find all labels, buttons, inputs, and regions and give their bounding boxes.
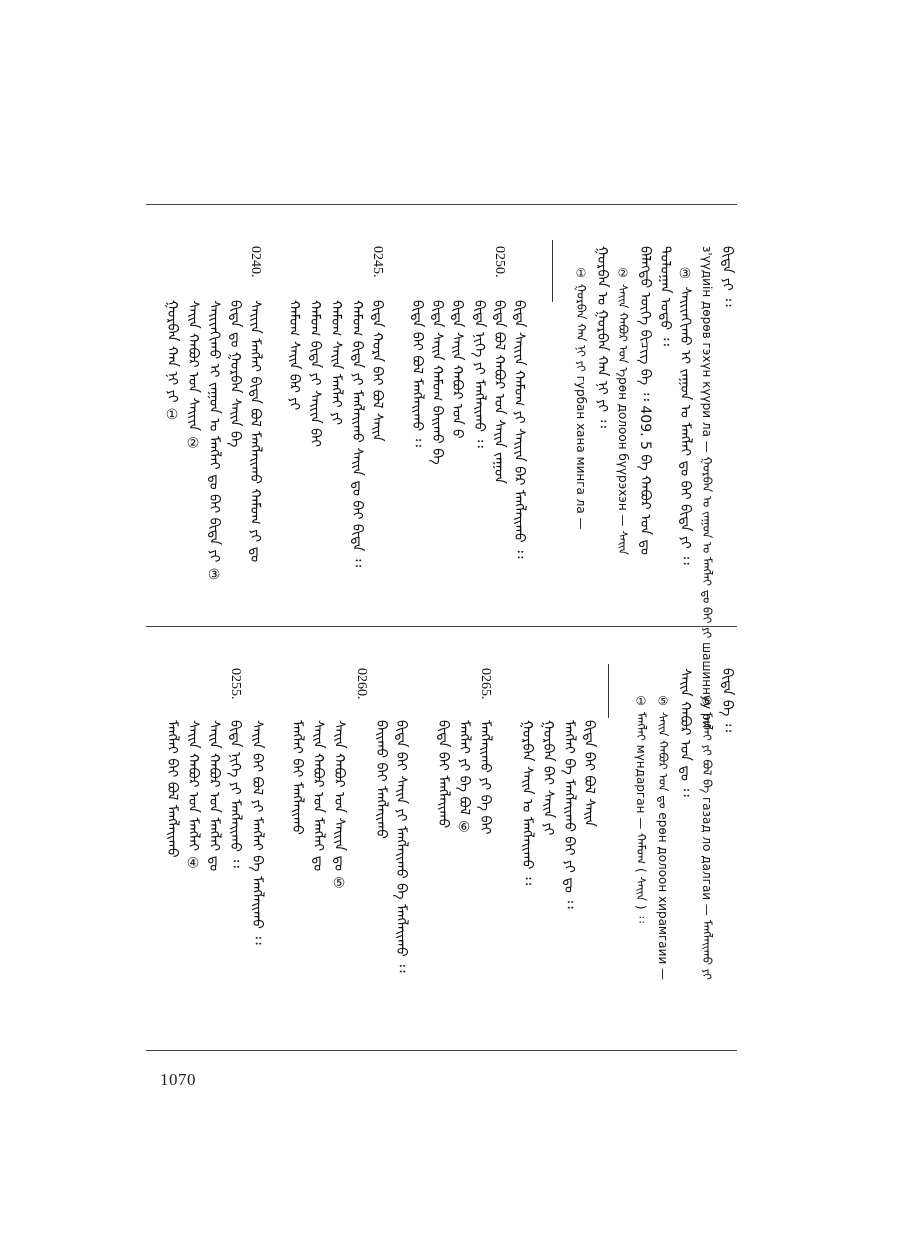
verse-0240-line-5: ᠭᠤᠷᠪᠠᠨ ᠬᠠᠨ ᠨᠢ ᠶᠢ ①: [164, 300, 180, 424]
upper-note-7: ᠭᠤᠷᠪᠠᠨ ᠤ ᠭᠤᠷᠪᠠᠨ ᠬᠠᠨ ᠨᠢ ᠶᠢ ᠄᠄: [594, 246, 610, 428]
verse-0265-line-1: ᠪᠢᠳᠡ ᠪᠠᠢ ᠪᠣᠯ ᠰᠠᠢᠨ: [581, 720, 597, 827]
verse-0240-line-2: ᠪᠢᠳᠡ ᠳᠤ ᠭᠤᠷᠪᠠᠨ ᠰᠠᠢᠨ ᠪᠡ: [227, 300, 243, 448]
verse-0245-number: 0245.: [370, 246, 385, 278]
top-rule: [146, 204, 737, 205]
upper-note-3: ③ ᠰᠠᠢᠢᠨᠬᠢᠬᠤ ᠢ ᠵᠠᠭᠤᠨ ᠤ ᠮᠠᠩᠯᠠᠢ ᠳᠤ ᠪᠠᠢ ᠪᠢᠳᠡ ᠶᠢ ᠄᠄: [677, 266, 693, 565]
verse-0260-line-4: ᠰᠠᠢᠨ ᠬᠠᠪᠤᠷ ᠤᠨ ᠮᠠᠩᠯᠠᠢ ᠳᠤ: [310, 720, 326, 872]
verse-0245-line-2: ᠬᠠᠮᠤᠭ ᠪᠢᠳᠡ ᠶᠢ ᠮᠠᠩᠯᠠᠢᠬᠤ ᠰᠠᠢᠨ ᠳᠤ ᠪᠠᠢ ᠪᠢᠳᠡ ᠄᠄: [349, 300, 365, 568]
upper-note-6: ② ᠰᠠᠢᠨ ᠬᠠᠪᠤᠷ ᠤᠨ ᠡрөн долоон бүүрэхэн — ᠰᠠᠢᠨ: [616, 266, 630, 555]
verse-0265-number: 0265.: [478, 668, 493, 700]
verse-0250-line-3: ᠪᠢᠳᠡ ᠨᠢᠭᠡ ᠶᠢ ᠮᠠᠩᠯᠠᠢᠬᠤ ᠄᠄: [471, 300, 487, 448]
upper-note-4: ᠳᠣᠯᠣᠭᠠᠨ ᠣᠳᠤ ᠄᠄: [657, 246, 673, 346]
verse-0260-number: 0260.: [354, 668, 369, 700]
upper-notes-divider: [552, 240, 553, 302]
verse-0255-line-2: ᠪᠢᠳᠡ ᠨᠢᠭᠡ ᠶᠢ ᠮᠠᠩᠯᠠᠢᠬᠤ ᠄᠄: [227, 720, 243, 868]
verse-0260-line-1: ᠪᠢᠳᠡ ᠪᠠᠢ ᠰᠠᠢᠨ ᠶᠢ ᠮᠠᠩᠯᠠᠢᠬᠤ ᠪᠡ ᠮᠠᠩᠯᠠᠢᠬᠤ ᠄᠄: [393, 720, 409, 973]
verse-0260-line-2: ᠪᠠᠢᠬᠤ ᠪᠠᠢ ᠮᠠᠩᠯᠠᠢᠬᠤ: [373, 720, 389, 839]
lower-note-2: ⑥ ᠮᠠᠩᠯᠠᠢ ᠶᠢ ᠪᠣᠯ ᠪᠡ газад ло далгаи — ᠮᠠᠩᠯᠠᠢᠬᠤ ᠶᠢ: [700, 694, 714, 980]
verse-0260-line-3: ᠰᠠᠢᠨ ᠬᠠᠪᠤᠷ ᠤᠨ ᠰᠠᠢᠢᠨ ᠳᠤ ⑤: [331, 720, 347, 892]
lower-notes-divider: [608, 664, 609, 718]
verse-0255-line-3: ᠰᠠᠢᠨ ᠬᠠᠪᠤᠷ ᠤᠨ ᠮᠠᠩᠯᠠᠢ ᠳᠤ: [206, 720, 222, 872]
verse-0245-line-5: ᠬᠠᠮᠤᠭ ᠰᠠᠢᠨ ᠪᠡᠷ ᠶᠢ: [286, 300, 302, 411]
verse-0245-line-1: ᠪᠢᠳᠡ ᠬᠤᠷᠠ ᠪᠠᠢ ᠪᠣᠯ ᠰᠠᠢᠨ: [369, 300, 385, 442]
upper-note-8: ① ᠭᠤᠷᠪᠠᠨ ᠬᠠᠨ ᠨᠢ ᠶᠢ гурбан хана минга ла —: [574, 266, 588, 530]
verse-0265-line-6: ᠮᠠᠩᠯᠠᠢ ᠶᠢ ᠪᠡ ᠪᠣᠯ ⑥: [456, 720, 472, 836]
verse-0250-line-5: ᠪᠢᠳᠡ ᠰᠠᠢᠨ ᠬᠠᠮᠤᠭ ᠪᠠᠢᠬᠤ ᠪᠡ: [429, 300, 445, 465]
verse-0265-line-3: ᠭᠤᠷᠪᠠᠨ ᠪᠠᠢ ᠰᠠᠢᠨ ᠶᠢ: [540, 720, 556, 836]
middle-rule: [146, 626, 737, 627]
lower-note-4: ⑤ ᠰᠠᠢᠨ ᠬᠠᠪᠤᠷ ᠤᠨ ᠳᠤ ерөн долоон хирамгаии —: [656, 694, 670, 981]
bottom-rule: [146, 1050, 737, 1051]
verse-0250-line-2: ᠪᠢᠳᠡ ᠪᠣᠯ ᠬᠠᠪᠤᠷ ᠤᠨ ᠰᠠᠢᠨ ᠵᠠᠭᠤᠨ: [491, 300, 507, 484]
verse-0250-number: 0250.: [492, 246, 507, 278]
lower-note-3: ᠰᠠᠢᠨ ᠬᠠᠪᠤᠷ ᠤᠨ ᠳᠤ ᠄᠄: [677, 668, 693, 797]
lower-note-1: ᠪᠢᠳᠡ ᠪᠡ ᠄᠄: [719, 668, 735, 732]
upper-note-5: ᠪᠡᠯᠡᠭᠲᠦ ᠦᠭᠡ ᠪᠢᠴᠢᠭ ᠪᠡ ᠄᠄ 409. 5 ᠪᠡ ᠬᠠᠪᠤᠷ ᠤᠨ ᠳᠤ: [637, 246, 653, 556]
page-number: 1070: [160, 1070, 196, 1089]
verse-0265-line-5: ᠮᠠᠩᠯᠠᠢᠬᠤ ᠶᠢ ᠪᠡ ᠪᠠᠢ: [477, 720, 493, 835]
verse-0255-number: 0255.: [228, 668, 243, 700]
verse-0240-line-3: ᠰᠠᠢᠢᠨᠬᠢᠬᠤ ᠢ ᠵᠠᠭᠤᠨ ᠤ ᠮᠠᠩᠯᠠᠢ ᠳᠤ ᠪᠠᠢ ᠪᠢᠳᠡ ᠶᠢ ③: [206, 300, 222, 583]
verse-0255-line-5: ᠮᠠᠩᠯᠠᠢ ᠪᠠᠢ ᠪᠣᠯ ᠮᠠᠩᠯᠠᠢᠬᠤ: [164, 720, 180, 858]
verse-0265-line-2: ᠮᠠᠩᠯᠠᠢ ᠪᠡ ᠮᠠᠩᠯᠠᠢᠬᠤ ᠪᠠᠢ ᠶᠢ ᠳᠤ ᠄᠄: [561, 720, 577, 909]
verse-0240-line-4: ᠰᠠᠢᠨ ᠬᠠᠪᠤᠷ ᠤᠨ ᠰᠠᠢᠢᠨ ②: [185, 300, 201, 452]
verse-0245-line-4: ᠬᠠᠮᠤᠭ ᠪᠢᠳᠡ ᠶᠢ ᠰᠠᠢᠢᠨ ᠪᠠᠢ: [307, 300, 323, 448]
verse-0250-line-6: ᠪᠢᠳᠡ ᠪᠠᠢ ᠪᠣᠯ ᠮᠠᠩᠯᠠᠢᠬᠤ ᠄᠄: [409, 300, 425, 447]
upper-note-1: ᠪᠢᠳᠡ ᠶᠢ ᠄᠄: [719, 246, 735, 307]
verse-0265-line-7: ᠪᠢᠳᠡ ᠪᠠᠢ ᠮᠠᠩᠯᠠᠢᠬᠤ: [435, 720, 451, 829]
verse-0250-line-1: ᠪᠢᠳᠡ ᠰᠠᠢᠢᠨ ᠬᠠᠮᠤᠭ ᠶᠢ ᠰᠠᠢᠢᠨ ᠪᠡᠷ ᠮᠠᠩᠯᠠᠢᠬᠤ ᠄᠄: [511, 300, 527, 559]
verse-0255-line-4: ᠰᠠᠢᠨ ᠬᠠᠪᠤᠷ ᠤᠨ ᠮᠠᠩᠯᠠᠢ ④: [185, 720, 201, 872]
verse-0240-line-1: ᠰᠠᠢᠢᠨ ᠮᠠᠩᠯᠠᠢ ᠪᠢᠳᠡ ᠪᠣᠯ ᠮᠠᠩᠯᠠᠢᠬᠤ ᠬᠠᠮᠤᠭ ᠶᠢ ᠳᠤ: [247, 300, 263, 563]
verse-0265-line-4: ᠭᠤᠷᠪᠠᠨ ᠰᠠᠢᠨ ᠤ ᠮᠠᠩᠯᠠᠢᠬᠤ ᠄᠄: [519, 720, 535, 886]
verse-0250-line-4: ᠪᠢᠳᠡ ᠰᠠᠢᠨ ᠬᠠᠪᠤᠷ ᠤᠨ ᠪ: [449, 300, 465, 439]
upper-note-2: з'үүдиiн дөрөв гэхүн күүри ла — ᠭᠤᠷᠪᠠᠨ ᠤ ᠵᠠᠭᠤᠨ ᠤ ᠮᠠᠩᠯᠠᠢ ᠳᠤ ᠪᠠᠢ ᠶᠢ шашиннуу ри: [700, 246, 714, 729]
verse-0260-line-5: ᠮᠠᠩᠯᠠᠢ ᠪᠠᠢ ᠮᠠᠩᠯᠠᠢᠬᠤ: [289, 720, 305, 835]
verse-0255-line-1: ᠰᠠᠢᠨ ᠪᠠᠢ ᠪᠣᠯ ᠶᠢ ᠮᠠᠩᠯᠠᠢ ᠪᠡ ᠮᠠᠩᠯᠠᠢᠬᠤ ᠄᠄: [249, 720, 265, 945]
lower-note-5: ① ᠮᠠᠩᠯᠠᠢ мүндарган — ᠬᠠᠮᠤᠭ ( ᠰᠠᠢᠨ ) ᠄᠄: [634, 694, 648, 924]
verse-0245-line-3: ᠬᠠᠮᠤᠭ ᠰᠠᠢᠨ ᠮᠠᠩᠯᠠᠢ ᠶᠢ: [328, 300, 344, 426]
verse-0240-number: 0240.: [248, 246, 263, 278]
